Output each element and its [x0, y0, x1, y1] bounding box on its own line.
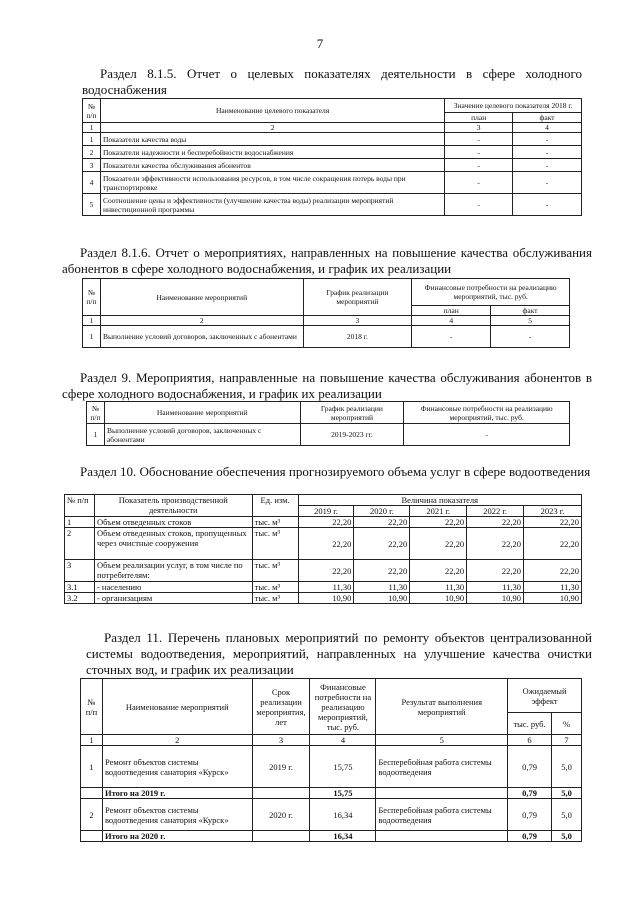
- row-pct: 5,0: [552, 746, 582, 788]
- row-value: 11,30: [354, 582, 410, 593]
- row-name: Показатели качества воды: [100, 133, 444, 146]
- year-header: 2021 г.: [410, 506, 467, 517]
- col-header-pct: %: [552, 713, 582, 735]
- table-10: [64, 494, 582, 604]
- row-plan: -: [445, 194, 513, 216]
- row-result: Бесперебойная работа системы водоотведения: [376, 746, 508, 788]
- section-8-1-5-title: Раздел 8.1.5. Отчет о целевых показателях деятельности в сфере холодного водоснабжения: [82, 66, 582, 97]
- index-cell: 1: [83, 316, 101, 326]
- page-number: 7: [316, 36, 324, 51]
- total-fin: 15,75: [310, 788, 376, 799]
- row-name: Соотношение цены и эффективности (улучшение качества воды) реализации мероприятий инвестиционной программы: [100, 194, 444, 216]
- row-num: 1: [83, 133, 101, 146]
- index-cell: 4: [412, 316, 491, 326]
- col-header-num: № п/п: [81, 679, 103, 735]
- row-value: 11,30: [298, 582, 354, 593]
- row-plan: -: [445, 159, 513, 172]
- table-row: [81, 746, 582, 788]
- row-term: 2020 г.: [252, 799, 310, 831]
- row-num: 2: [81, 799, 103, 831]
- row-pct: 5,0: [552, 799, 582, 831]
- row-fact: -: [513, 133, 582, 146]
- row-unit: тыс. м³: [252, 582, 298, 593]
- row-num: 1: [81, 746, 103, 788]
- total-row: [81, 831, 582, 842]
- col-header-term: Срок реализации мероприятия, лет: [252, 679, 310, 735]
- row-value: 22,20: [354, 517, 410, 528]
- table-row: [83, 194, 582, 216]
- col-header-name: Показатель производственной деятельности: [94, 495, 252, 517]
- index-cell: 5: [376, 735, 508, 746]
- row-num: 4: [83, 172, 101, 194]
- col-header-value: Значение целевого показателя 2018 г.: [445, 99, 582, 113]
- total-row: [81, 788, 582, 799]
- index-cell: 1: [81, 735, 103, 746]
- row-name: Ремонт объектов системы водоотведения санатория «Курск»: [102, 799, 252, 831]
- index-cell: 2: [100, 123, 444, 133]
- row-term: 2019 г.: [252, 746, 310, 788]
- row-name: - населению: [94, 582, 252, 593]
- row-value: 22,20: [524, 517, 582, 528]
- row-name: Объем отведенных стоков, пропущенных через очистные сооружения: [94, 528, 252, 560]
- row-plan: -: [445, 133, 513, 146]
- col-header-fin: Финансовые потребности на реализацию мероприятий, тыс. руб.: [310, 679, 376, 735]
- section-8-1-6-title: Раздел 8.1.6. Отчет о мероприятиях, направленных на повышение качества обслуживания абонентов в сфере холодного водоснабжения, и график их реализации: [62, 245, 592, 276]
- row-fin: 15,75: [310, 746, 376, 788]
- row-num: 3: [83, 159, 101, 172]
- section-9-title: Раздел 9. Мероприятия, направленные на повышение качества обслуживания абонентов в сфере холодного водоснабжения, и график их реализации: [62, 370, 592, 401]
- table-row: [83, 133, 582, 146]
- row-result: Бесперебойная работа системы водоотведения: [376, 799, 508, 831]
- col-header-schedule: График реализации мероприятий: [300, 402, 404, 424]
- col-header-fact: факт: [491, 306, 570, 316]
- table-row: [87, 424, 570, 446]
- col-header-num: № п/п: [65, 495, 95, 517]
- col-header-result: Результат выполнения мероприятий: [376, 679, 508, 735]
- row-plan: -: [445, 172, 513, 194]
- table-row: [65, 517, 582, 528]
- row-num: 1: [83, 326, 101, 348]
- table-row: [83, 159, 582, 172]
- row-fact: -: [491, 326, 570, 348]
- col-header-plan: план: [412, 306, 491, 316]
- row-value: 22,20: [524, 528, 582, 560]
- table-row: [65, 582, 582, 593]
- col-header-value: Величина показателя: [298, 495, 581, 506]
- total-pct: 5,0: [552, 788, 582, 799]
- table-11: [80, 678, 582, 842]
- row-num: 3.2: [65, 593, 95, 604]
- index-cell: 7: [552, 735, 582, 746]
- row-value: 10,90: [524, 593, 582, 604]
- col-header-effect: Ожидаемый эффект: [508, 679, 582, 713]
- row-rub: 0,79: [508, 746, 552, 788]
- col-header-rub: тыс. руб.: [508, 713, 552, 735]
- row-num: 1: [87, 424, 105, 446]
- row-plan: -: [412, 326, 491, 348]
- row-value: 22,20: [467, 528, 524, 560]
- table-row: [65, 593, 582, 604]
- table-row: [81, 799, 582, 831]
- row-fact: -: [513, 172, 582, 194]
- col-header-num: № п/п: [83, 279, 101, 316]
- total-rub: 0,79: [508, 788, 552, 799]
- row-name: Объем отведенных стоков: [94, 517, 252, 528]
- row-unit: тыс. м³: [252, 528, 298, 560]
- section-10-title: Раздел 10. Обоснование обеспечения прогнозируемого объема услуг в сфере водоотведения: [80, 464, 591, 479]
- row-plan: -: [445, 146, 513, 159]
- row-value: 10,90: [467, 593, 524, 604]
- row-value: 22,20: [298, 528, 354, 560]
- index-cell: 1: [83, 123, 101, 133]
- row-value: 22,20: [524, 560, 582, 582]
- table-row: [65, 560, 582, 582]
- row-value: 22,20: [467, 517, 524, 528]
- table-row: [83, 146, 582, 159]
- row-value: 10,90: [298, 593, 354, 604]
- col-header-schedule: График реализации мероприятий: [303, 279, 412, 316]
- total-rub: 0,79: [508, 831, 552, 842]
- total-label: Итого на 2019 г.: [102, 788, 252, 799]
- index-cell: 2: [102, 735, 252, 746]
- row-rub: 0,79: [508, 799, 552, 831]
- row-schedule: 2019-2023 гг.: [300, 424, 404, 446]
- index-cell: 4: [310, 735, 376, 746]
- section-11-title: Раздел 11. Перечень плановых мероприятий по ремонту объектов централизованной системы водоотведения, мероприятий, направленных на улучшение качества очистки сточных вод, и график их реализации: [86, 630, 592, 677]
- row-value: 22,20: [354, 560, 410, 582]
- row-value: 22,20: [410, 528, 467, 560]
- row-value: 22,20: [354, 528, 410, 560]
- col-header-unit: Ед. изм.: [252, 495, 298, 517]
- row-num: 3: [65, 560, 95, 582]
- row-name: Показатели качества обслуживания абонентов: [100, 159, 444, 172]
- col-header-name: Наименование мероприятий: [104, 402, 300, 424]
- col-header-name: Наименование целевого показателя: [100, 99, 444, 123]
- row-unit: тыс. м³: [252, 593, 298, 604]
- row-num: 1: [65, 517, 95, 528]
- total-label: Итого на 2020 г.: [102, 831, 252, 842]
- row-num: 2: [83, 146, 101, 159]
- row-num: 2: [65, 528, 95, 560]
- row-name: Выполнение условий договоров, заключенных с абонентами: [100, 326, 303, 348]
- row-value: 22,20: [410, 560, 467, 582]
- table-row: [83, 172, 582, 194]
- row-value: 10,90: [410, 593, 467, 604]
- row-fact: -: [513, 146, 582, 159]
- index-cell: 3: [303, 316, 412, 326]
- year-header: 2019 г.: [298, 506, 354, 517]
- year-header: 2023 г.: [524, 506, 582, 517]
- row-value: 22,20: [298, 517, 354, 528]
- row-value: 11,30: [467, 582, 524, 593]
- index-cell: 2: [100, 316, 303, 326]
- row-value: 22,20: [298, 560, 354, 582]
- row-value: 10,90: [354, 593, 410, 604]
- row-name: Показатели эффективности использования ресурсов, в том числе сокращения потерь воды при транспортировке: [100, 172, 444, 194]
- row-value: 22,20: [467, 560, 524, 582]
- row-num: 3.1: [65, 582, 95, 593]
- col-header-fact: факт: [513, 113, 582, 123]
- index-cell: 5: [491, 316, 570, 326]
- row-fin: -: [404, 424, 570, 446]
- table-row: [83, 326, 570, 348]
- col-header-num: № п/п: [83, 99, 101, 123]
- row-value: 11,30: [410, 582, 467, 593]
- col-header-name: Наименование мероприятий: [100, 279, 303, 316]
- row-name: Ремонт объектов системы водоотведения санатория «Курск»: [102, 746, 252, 788]
- row-schedule: 2018 г.: [303, 326, 412, 348]
- col-header-fin: Финансовые потребности на реализацию мероприятий, тыс. руб.: [412, 279, 570, 306]
- row-name: - организациям: [94, 593, 252, 604]
- year-header: 2020 г.: [354, 506, 410, 517]
- table-row: [65, 528, 582, 560]
- row-name: Показатели надежности и бесперебойности водоснабжения: [100, 146, 444, 159]
- year-header: 2022 г.: [467, 506, 524, 517]
- total-fin: 16,34: [310, 831, 376, 842]
- col-header-plan: план: [445, 113, 513, 123]
- index-cell: 4: [513, 123, 582, 133]
- row-unit: тыс. м³: [252, 560, 298, 582]
- row-unit: тыс. м³: [252, 517, 298, 528]
- index-cell: 3: [445, 123, 513, 133]
- row-num: 5: [83, 194, 101, 216]
- row-name: Объем реализации услуг, в том числе по потребителям:: [94, 560, 252, 582]
- row-fin: 16,34: [310, 799, 376, 831]
- index-cell: 6: [508, 735, 552, 746]
- col-header-num: № п/п: [87, 402, 105, 424]
- col-header-name: Наименование мероприятий: [102, 679, 252, 735]
- col-header-fin: Финансовые потребности на реализацию мероприятий, тыс. руб.: [404, 402, 570, 424]
- row-fact: -: [513, 159, 582, 172]
- index-cell: 3: [252, 735, 310, 746]
- row-value: 11,30: [524, 582, 582, 593]
- row-fact: -: [513, 194, 582, 216]
- row-name: Выполнение условий договоров, заключенных с абонентами: [104, 424, 300, 446]
- table-9: [86, 401, 570, 446]
- row-value: 22,20: [410, 517, 467, 528]
- table-8-1-5: [82, 98, 582, 216]
- table-8-1-6: [82, 278, 570, 348]
- total-pct: 5,0: [552, 831, 582, 842]
